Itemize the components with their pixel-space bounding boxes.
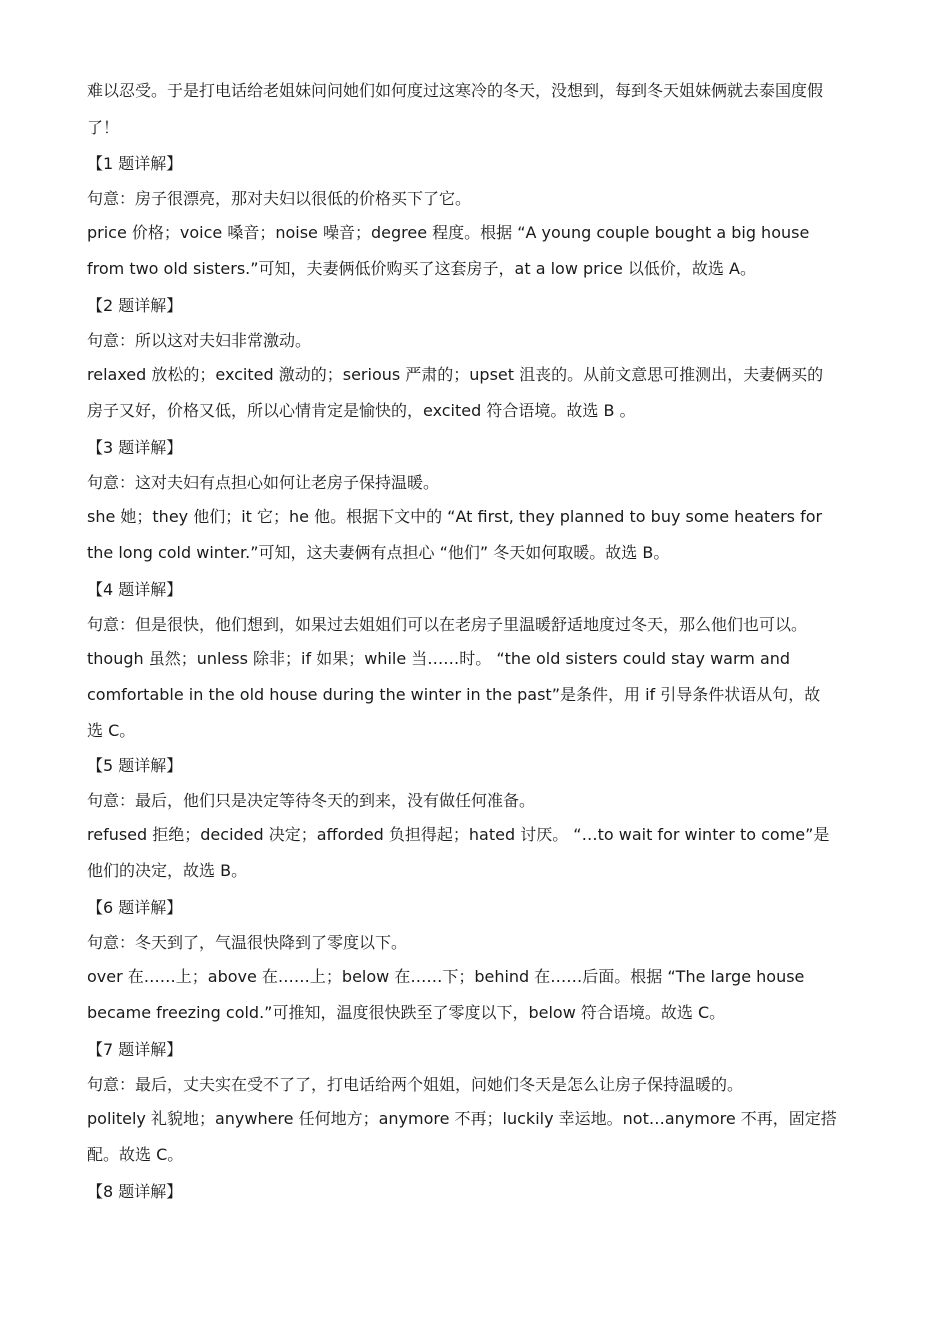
- document-page: [87, 72, 867, 1209]
- intro-line: 难以忍受。于是打电话给老姐妹问问她们如何度过这寒冷的冬天，没想到，每到冬天姐妹俩就去泰国度假: [87, 81, 824, 100]
- section-sentence: 句意：房子很漂亮，那对夫妇以很低的价格买下了它。: [87, 189, 472, 208]
- section-sentence: 句意：最后，他们只是决定等待冬天的到来，没有做任何准备。: [87, 791, 536, 810]
- section-heading: 【5 题详解】: [87, 756, 183, 775]
- explanation-line: became freezing cold.”可推知，温度很快跌至了零度以下，below 符合语境。故选 C。: [87, 1003, 726, 1022]
- section-sentence: 句意：所以这对夫妇非常激动。: [87, 331, 312, 350]
- section-sentence: 句意：但是很快，他们想到，如果过去姐姐们可以在老房子里温暖舒适地度过冬天，那么他们也可以。: [87, 615, 808, 634]
- explanation-line: though 虽然；unless 除非；if 如果；while 当……时。 “the old sisters could stay warm and: [87, 649, 791, 668]
- section-heading: 【3 题详解】: [87, 438, 183, 457]
- explanation-line: comfortable in the old house during the winter in the past”是条件，用 if 引导条件状语从句，故: [87, 685, 821, 704]
- explanation-line: refused 拒绝；decided 决定；afforded 负担得起；hated 讨厌。 “…to wait for winter to come”是: [87, 825, 830, 844]
- explanation-line: relaxed 放松的；excited 激动的；serious 严肃的；upset 沮丧的。从前文意思可推测出，夫妻俩买的: [87, 365, 824, 384]
- explanation-line: she 她；they 他们；it 它；he 他。根据下文中的 “At first, they planned to buy some heaters for: [87, 507, 823, 526]
- explanation-line: 配。故选 C。: [87, 1145, 184, 1164]
- section-heading: 【2 题详解】: [87, 296, 183, 315]
- section-sentence: 句意：最后，丈夫实在受不了了，打电话给两个姐姐，问她们冬天是怎么让房子保持温暖的。: [87, 1075, 744, 1094]
- section-sentence: 句意：冬天到了，气温很快降到了零度以下。: [87, 933, 408, 952]
- section-heading: 【4 题详解】: [87, 580, 183, 599]
- section-sentence: 句意：这对夫妇有点担心如何让老房子保持温暖。: [87, 473, 440, 492]
- explanation-line: the long cold winter.”可知，这夫妻俩有点担心 “他们” 冬天如何取暖。故选 B。: [87, 543, 670, 562]
- section-heading: 【8 题详解】: [87, 1182, 183, 1201]
- explanation-line: price 价格；voice 嗓音；noise 噪音；degree 程度。根据 “A young couple bought a big house: [87, 223, 810, 242]
- section-heading: 【6 题详解】: [87, 898, 183, 917]
- explanation-line: 选 C。: [87, 721, 136, 740]
- explanation-line: 房子又好，价格又低，所以心情肯定是愉快的，excited 符合语境。故选 B 。: [87, 401, 636, 420]
- explanation-line: from two old sisters.”可知，夫妻俩低价购买了这套房子，at a low price 以低价，故选 A。: [87, 259, 756, 278]
- explanation-line: over 在……上；above 在……上；below 在……下；behind 在……后面。根据 “The large house: [87, 967, 805, 986]
- section-heading: 【7 题详解】: [87, 1040, 183, 1059]
- explanation-line: 他们的决定，故选 B。: [87, 861, 248, 880]
- section-heading: 【1 题详解】: [87, 154, 183, 173]
- intro-line: 了！: [87, 118, 120, 137]
- explanation-line: politely 礼貌地；anywhere 任何地方；anymore 不再；luckily 幸运地。not…anymore 不再，固定搭: [87, 1109, 837, 1128]
